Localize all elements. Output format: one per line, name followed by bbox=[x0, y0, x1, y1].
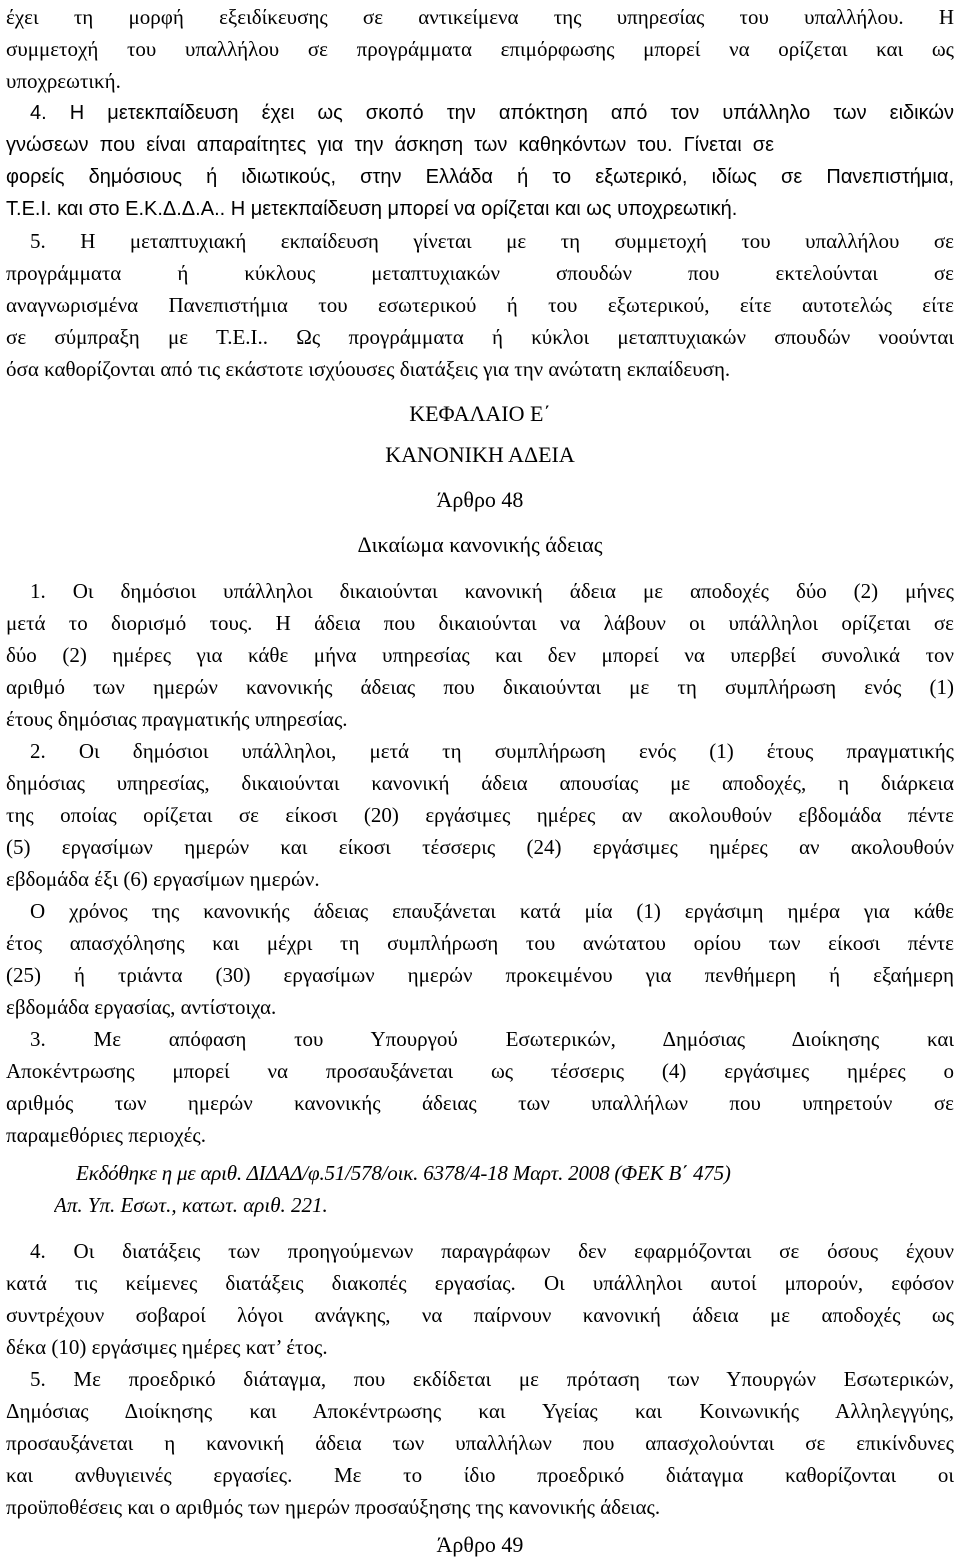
paragraph-line: αναγνωρισμένα Πανεπιστήμια του εσωτερικού ή του εξωτερικού, είτε αυτοτελώς είτε bbox=[6, 293, 954, 317]
paragraph-line: Αποκέντρωσης μπορεί να προσαυξάνεται ως τέσσερις (4) εργάσιμες ημέρες ο bbox=[6, 1059, 954, 1083]
paragraph-line: προγράμματα ή κύκλους μεταπτυχιακών σπουδών που εκτελούνται σε bbox=[6, 261, 954, 285]
paragraph-line: σε σύμπραξη με Τ.Ε.Ι.. Ως προγράμματα ή κύκλοι μεταπτυχιακών σπουδών νοούνται bbox=[6, 325, 954, 349]
paragraph-line: παραμεθόριες περιοχές. bbox=[6, 1123, 206, 1147]
chapter-title: ΚΑΝΟΝΙΚΗ ΑΔΕΙΑ bbox=[385, 442, 575, 467]
legal-note: Απ. Υπ. Εσωτ., κατωτ. αριθ. 221. bbox=[54, 1193, 328, 1217]
paragraph-line: συντρέχουν σοβαροί λόγοι ανάγκης, να παίρνουν κανονική άδεια με αποδοχές ως bbox=[6, 1303, 954, 1327]
paragraph-line: προσαυξάνεται η κανονική άδεια των υπαλλήλων που απασχολούνται σε επικίνδυνες bbox=[6, 1431, 954, 1455]
legal-note: Εκδόθηκε η με αριθ. ΔΙΔΑΔ/φ.51/578/οικ. 6378/4-18 Μαρτ. 2008 (ΦΕΚ Β΄ 475) bbox=[76, 1161, 731, 1185]
paragraph-line: 4. Οι διατάξεις των προηγούμενων παραγράφων δεν εφαρμόζονται σε όσους έχουν bbox=[30, 1239, 954, 1263]
article-title: Δικαίωμα κανονικής άδειας bbox=[357, 532, 603, 557]
paragraph-line: 5. Η μεταπτυχιακή εκπαίδευση γίνεται με τη συμμετοχή του υπαλλήλου σε bbox=[30, 229, 954, 253]
paragraph-line: προϋποθέσεις και ο αριθμός των ημερών προσαύξησης της κανονικής άδειας. bbox=[6, 1495, 661, 1519]
paragraph-line: αριθμός των ημερών κανονικής άδειας των υπαλλήλων που υπηρετούν σε bbox=[6, 1091, 954, 1115]
paragraph-line: συμμετοχή του υπαλλήλου σε προγράμματα επιμόρφωσης μπορεί να ορίζεται και ως bbox=[6, 37, 954, 61]
paragraph-line: αριθμό των ημερών κανονικής άδειας που δικαιούνται με τη συμπλήρωση ενός (1) bbox=[6, 675, 954, 699]
paragraph-line: δύο (2) ημέρες για κάθε μήνα υπηρεσίας και δεν μπορεί να υπερβεί συνολικά τον bbox=[6, 643, 954, 667]
paragraph-line: Τ.Ε.Ι. και στο Ε.Κ.Δ.Δ.Α.. Η μετεκπαίδευση μπορεί να ορίζεται και ως υποχρεωτική. bbox=[6, 198, 738, 220]
paragraph-line: Ο χρόνος της κανονικής άδειας επαυξάνεται κατά μία (1) εργάσιμη ημέρα για κάθε bbox=[30, 899, 954, 923]
paragraph-line: Δημόσιας Διοίκησης και Αποκέντρωσης και Υγείας και Κοινωνικής Αλληλεγγύης, bbox=[6, 1399, 954, 1423]
paragraph-line: και ανθυγιεινές εργασίες. Με το ίδιο προεδρικό διάταγμα καθορίζονται οι bbox=[6, 1463, 954, 1487]
paragraph-line: 3. Με απόφαση του Υπουργού Εσωτερικών, Δημόσιας Διοίκησης και bbox=[30, 1027, 954, 1051]
paragraph-line: φορείς δημόσιους ή ιδιωτικούς, στην Ελλάδα ή το εξωτερικό, ιδίως σε Πανεπιστήμια, bbox=[6, 166, 954, 188]
paragraph-line: (25) ή τριάντα (30) εργασίμων ημερών προκειμένου για πενθήμερη ή εξαήμερη bbox=[6, 963, 954, 987]
paragraph-line: έτους δημόσιας πραγματικής υπηρεσίας. bbox=[6, 707, 348, 731]
paragraph-line: κατά τις κείμενες διατάξεις διακοπές εργασίας. Οι υπάλληλοι αυτοί μπορούν, εφόσον bbox=[6, 1271, 954, 1295]
paragraph-line: εβδομάδα έξι (6) εργασίμων ημερών. bbox=[6, 867, 320, 891]
paragraph-line: δημόσιας υπηρεσίας, δικαιούνται κανονική άδεια απουσίας με αποδοχές, η διάρκεια bbox=[6, 771, 954, 795]
paragraph-line: μετά το διορισμό τους. Η άδεια που δικαιούνται να λάβουν οι υπάλληλοι ορίζεται σε bbox=[6, 611, 954, 635]
paragraph-line: 2. Οι δημόσιοι υπάλληλοι, μετά τη συμπλήρωση ενός (1) έτους πραγματικής bbox=[30, 739, 954, 763]
paragraph-line: 5. Με προεδρικό διάταγμα, που εκδίδεται με πρόταση των Υπουργών Εσωτερικών, bbox=[30, 1367, 954, 1391]
paragraph-line: υποχρεωτική. bbox=[6, 69, 121, 93]
paragraph-line: έχει τη μορφή εξειδίκευσης σε αντικείμενα της υπηρεσίας του υπαλλήλου. Η bbox=[6, 5, 954, 29]
paragraph-line: εβδομάδα εργασίας, αντίστοιχα. bbox=[6, 995, 277, 1019]
paragraph-line: γνώσεων που είναι απαραίτητες για την άσκηση των καθηκόντων του. Γίνεται σε bbox=[6, 134, 774, 156]
paragraph-line: δέκα (10) εργάσιμες ημέρες κατ’ έτος. bbox=[6, 1335, 328, 1359]
paragraph-line: 1. Οι δημόσιοι υπάλληλοι δικαιούνται κανονική άδεια με αποδοχές δύο (2) μήνες bbox=[30, 579, 954, 603]
article-number: Άρθρο 48 bbox=[436, 487, 524, 512]
chapter-heading: ΚΕΦΑΛΑΙΟ Ε΄ bbox=[409, 401, 551, 426]
article-number: Άρθρο 49 bbox=[436, 1532, 524, 1557]
paragraph-line: έτος απασχόλησης και μέχρι τη συμπλήρωση του ανώτατου ορίου των είκοσι πέντε bbox=[6, 931, 954, 955]
paragraph-line: (5) εργασίμων ημερών και είκοσι τέσσερις (24) εργάσιμες ημέρες αν ακολουθούν bbox=[6, 835, 954, 859]
paragraph-line: της οποίας ορίζεται σε είκοσι (20) εργάσιμες ημέρες αν ακολουθούν εβδομάδα πέντε bbox=[6, 803, 954, 827]
paragraph-line: όσα καθορίζονται από τις εκάστοτε ισχύουσες διατάξεις για την ανώτατη εκπαίδευση. bbox=[6, 357, 731, 381]
paragraph-line: 4. Η μετεκπαίδευση έχει ως σκοπό την απόκτηση από τον υπάλληλο των ειδικών bbox=[30, 102, 954, 124]
